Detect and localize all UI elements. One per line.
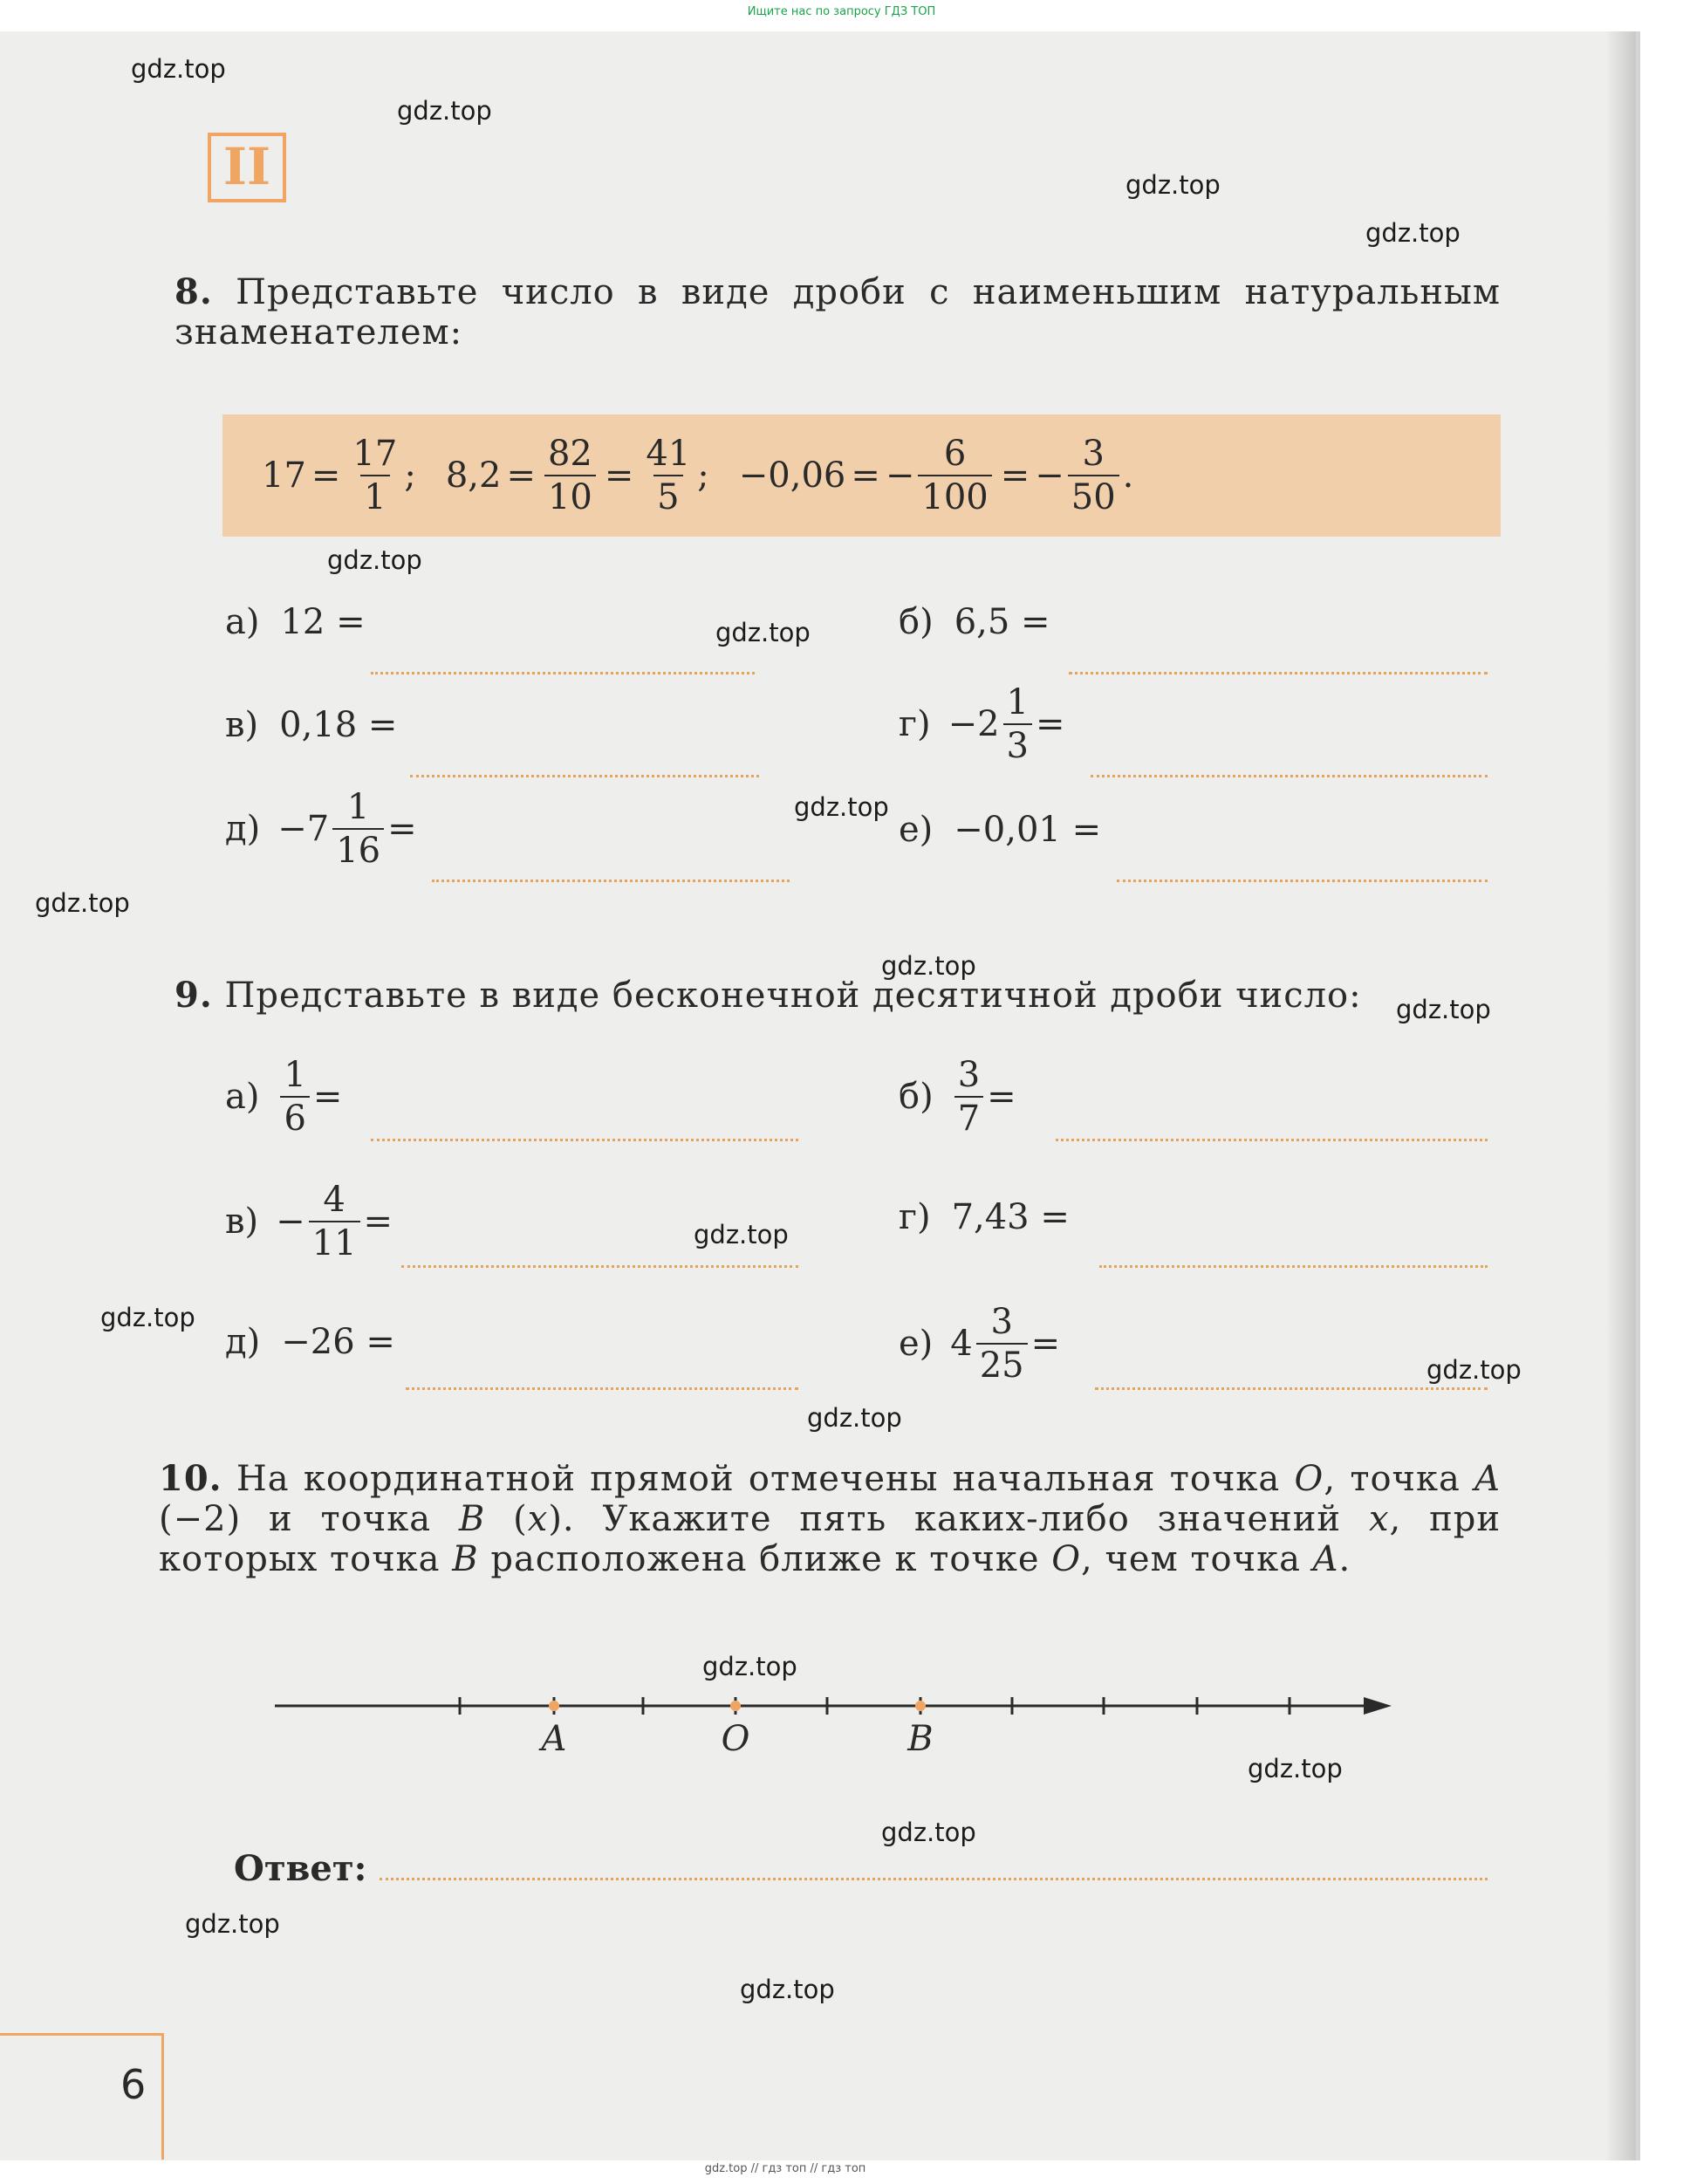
watermark: gdz.top — [35, 888, 130, 918]
example-math — [262, 428, 1133, 524]
task-10-statement — [159, 1459, 1501, 1579]
point-o-marker — [730, 1701, 741, 1711]
task-9-item-g — [899, 1197, 1070, 1237]
denominator: 3 — [1003, 723, 1032, 763]
item-expression: 7,43 = — [951, 1197, 1070, 1237]
task-10-text: B — [458, 1499, 486, 1539]
item-label: е) — [899, 1324, 934, 1364]
task-10-text: ( — [485, 1499, 528, 1539]
ex-eq: = — [851, 455, 880, 496]
watermark: gdz.top — [1396, 995, 1491, 1024]
watermark: gdz.top — [131, 54, 226, 84]
watermark: gdz.top — [715, 618, 811, 647]
watermark: gdz.top — [1426, 1355, 1522, 1385]
item-expression: −0,01 = — [954, 810, 1102, 850]
item-expression: −26 = — [281, 1322, 395, 1362]
denominator: 10 — [544, 475, 596, 515]
watermark: gdz.top — [397, 96, 492, 126]
item-fraction — [280, 1055, 309, 1139]
item-eq: = — [387, 809, 417, 849]
task-9-item-a — [225, 1055, 343, 1139]
denominator: 6 — [280, 1096, 309, 1136]
watermark: gdz.top — [702, 1652, 797, 1681]
denominator: 5 — [653, 475, 682, 515]
item-label: а) — [225, 602, 260, 642]
ex-fraction — [544, 436, 596, 515]
ex-fraction — [349, 436, 400, 515]
point-b-label: B — [907, 1719, 934, 1759]
denominator: 16 — [332, 828, 384, 868]
ex-fraction — [918, 436, 991, 515]
item-eq: = — [312, 1077, 343, 1117]
task-10-text: , точка — [1324, 1459, 1475, 1499]
numerator: 1 — [346, 787, 370, 827]
task-8-statement — [174, 272, 1501, 353]
answer-line[interactable] — [401, 1265, 798, 1268]
watermark: gdz.top — [740, 1975, 835, 2004]
task-8-item-a — [225, 602, 366, 642]
task-9-statement — [174, 976, 1501, 1016]
denominator: 11 — [309, 1221, 360, 1261]
item-fraction — [332, 787, 384, 871]
watermark: gdz.top — [794, 792, 889, 822]
ex-minus: − — [1035, 455, 1064, 496]
denominator: 1 — [360, 475, 389, 515]
item-label: б) — [899, 1077, 934, 1117]
task-10-text: O — [1051, 1539, 1082, 1579]
watermark: gdz.top — [185, 1909, 280, 1939]
item-label: д) — [225, 1322, 261, 1362]
answer-line[interactable] — [380, 1878, 1488, 1880]
item-label: в) — [225, 1202, 259, 1242]
task-10-text: расположена ближе к точке — [478, 1539, 1052, 1579]
task-8-item-d — [225, 787, 417, 871]
task-8-item-b — [899, 602, 1050, 642]
watermark: gdz.top — [1365, 218, 1461, 248]
item-label: г) — [899, 1197, 931, 1237]
item-expression: 6,5 = — [954, 602, 1050, 642]
item-expression: 0,18 = — [279, 705, 398, 745]
item-label: а) — [225, 1077, 260, 1117]
task-10-text: x — [1368, 1499, 1390, 1539]
task-10-text: x — [527, 1499, 549, 1539]
ex-fraction — [642, 436, 694, 515]
task-9-number: 9. — [174, 975, 213, 1016]
item-label: д) — [225, 809, 261, 849]
ex-period: . — [1122, 455, 1134, 496]
item-minus: − — [276, 1202, 305, 1242]
ex-eq: = — [604, 455, 634, 496]
header-note[interactable]: Ищите нас по запросу ГДЗ ТОП — [747, 5, 936, 18]
item-eq: = — [363, 1202, 393, 1242]
ex-eq: = — [506, 455, 536, 496]
numerator: 1 — [1006, 682, 1029, 722]
task-9-item-d — [225, 1322, 395, 1362]
task-9-text: Представьте в виде бесконечной десятичной дроби число: — [224, 976, 1362, 1016]
ex-sep: ; — [697, 455, 709, 496]
task-8-item-e — [899, 810, 1101, 850]
answer-line[interactable] — [1056, 1139, 1488, 1141]
ex-eq: = — [1000, 455, 1030, 496]
point-a-label: A — [541, 1719, 567, 1759]
answer-line[interactable] — [1091, 775, 1488, 777]
item-fraction — [954, 1055, 983, 1139]
numerator: 4 — [323, 1180, 345, 1220]
ex-number: −0,06 — [738, 455, 846, 496]
task-10-text: . — [1338, 1539, 1351, 1579]
denominator: 7 — [954, 1096, 983, 1136]
task-10-text: На координатной прямой отмечены начальная точка — [236, 1459, 1295, 1499]
task-10-text: , чем точка — [1081, 1539, 1313, 1579]
task-10-text: A — [1312, 1539, 1339, 1579]
task-9-item-v — [225, 1182, 393, 1261]
task-10-text: (−2) и точка — [159, 1499, 459, 1539]
task-8-item-g — [899, 682, 1065, 766]
numerator: 17 — [352, 434, 398, 474]
numerator: 1 — [284, 1055, 306, 1095]
watermark: gdz.top — [100, 1303, 195, 1332]
item-fraction — [976, 1302, 1028, 1386]
point-a-marker — [549, 1701, 559, 1711]
item-expression: 12 = — [280, 602, 366, 642]
task-8-number: 8. — [174, 271, 213, 312]
answer-line[interactable] — [410, 775, 759, 777]
item-label: е) — [899, 810, 934, 850]
watermark: gdz.top — [807, 1403, 902, 1433]
item-fraction — [309, 1182, 360, 1261]
answer-line[interactable] — [432, 880, 790, 882]
item-eq: = — [1030, 1324, 1061, 1364]
task-10-text: , при которых точка — [159, 1499, 1502, 1579]
task-10-text: O — [1294, 1459, 1324, 1499]
item-eq: = — [1035, 704, 1065, 744]
denominator: 25 — [976, 1343, 1028, 1383]
numerator: 3 — [990, 1302, 1013, 1342]
answer-line[interactable] — [1117, 880, 1488, 882]
ex-sep: ; — [404, 455, 416, 496]
ex-number: 17 — [262, 455, 306, 496]
answer-line[interactable] — [406, 1387, 798, 1390]
answer-line[interactable] — [1095, 1387, 1488, 1390]
numerator: 3 — [957, 1055, 981, 1095]
item-whole: 4 — [950, 1324, 973, 1364]
watermark: gdz.top — [694, 1220, 789, 1249]
level-badge: II — [208, 133, 286, 202]
task-10-text: B — [452, 1539, 479, 1579]
item-label: б) — [899, 602, 934, 642]
numerator: 82 — [547, 434, 592, 474]
numerator: 3 — [1082, 434, 1105, 474]
task-10-number: 10. — [159, 1458, 222, 1499]
item-whole: −2 — [948, 704, 1000, 744]
axis-arrow-icon — [1364, 1697, 1392, 1715]
answer-line[interactable] — [371, 672, 755, 674]
task-9-item-b — [899, 1055, 1016, 1139]
item-label: в) — [225, 705, 259, 745]
item-whole: −7 — [277, 809, 330, 849]
numerator: 6 — [943, 434, 967, 474]
answer-line[interactable] — [1099, 1265, 1488, 1268]
task-10-text: ). Укажите пять каких-либо значений — [548, 1499, 1369, 1539]
item-eq: = — [987, 1077, 1016, 1117]
page-edge-shadow — [1605, 31, 1640, 2160]
item-fraction — [1003, 682, 1032, 766]
footer-note[interactable]: gdz.top // гдз топ // гдз топ — [704, 2162, 866, 2175]
watermark: gdz.top — [327, 545, 422, 575]
watermark: gdz.top — [881, 1818, 976, 1847]
answer-line[interactable] — [1069, 672, 1488, 674]
answer-label: Ответ: — [234, 1848, 367, 1889]
watermark: gdz.top — [1125, 170, 1221, 200]
task-9-item-e — [899, 1302, 1061, 1386]
coordinate-line — [270, 1691, 1405, 1761]
task-10-text: A — [1474, 1459, 1501, 1499]
ex-fraction — [1068, 436, 1119, 515]
ex-eq: = — [311, 455, 341, 496]
answer-line[interactable] — [371, 1139, 798, 1141]
point-o-label: O — [721, 1719, 750, 1759]
denominator: 100 — [918, 475, 991, 515]
watermark: gdz.top — [1248, 1754, 1343, 1783]
page-number: 6 — [120, 2061, 147, 2108]
task-8-text: Представьте число в виде дроби с наименьшим натуральным знаменателем: — [174, 272, 1501, 353]
ex-minus: − — [885, 455, 915, 496]
point-b-marker — [915, 1701, 926, 1711]
item-label: г) — [899, 704, 931, 744]
watermark: gdz.top — [881, 951, 976, 981]
ex-number: 8,2 — [445, 455, 502, 496]
numerator: 41 — [646, 434, 691, 474]
task-8-item-v — [225, 705, 397, 745]
denominator: 50 — [1068, 475, 1119, 515]
